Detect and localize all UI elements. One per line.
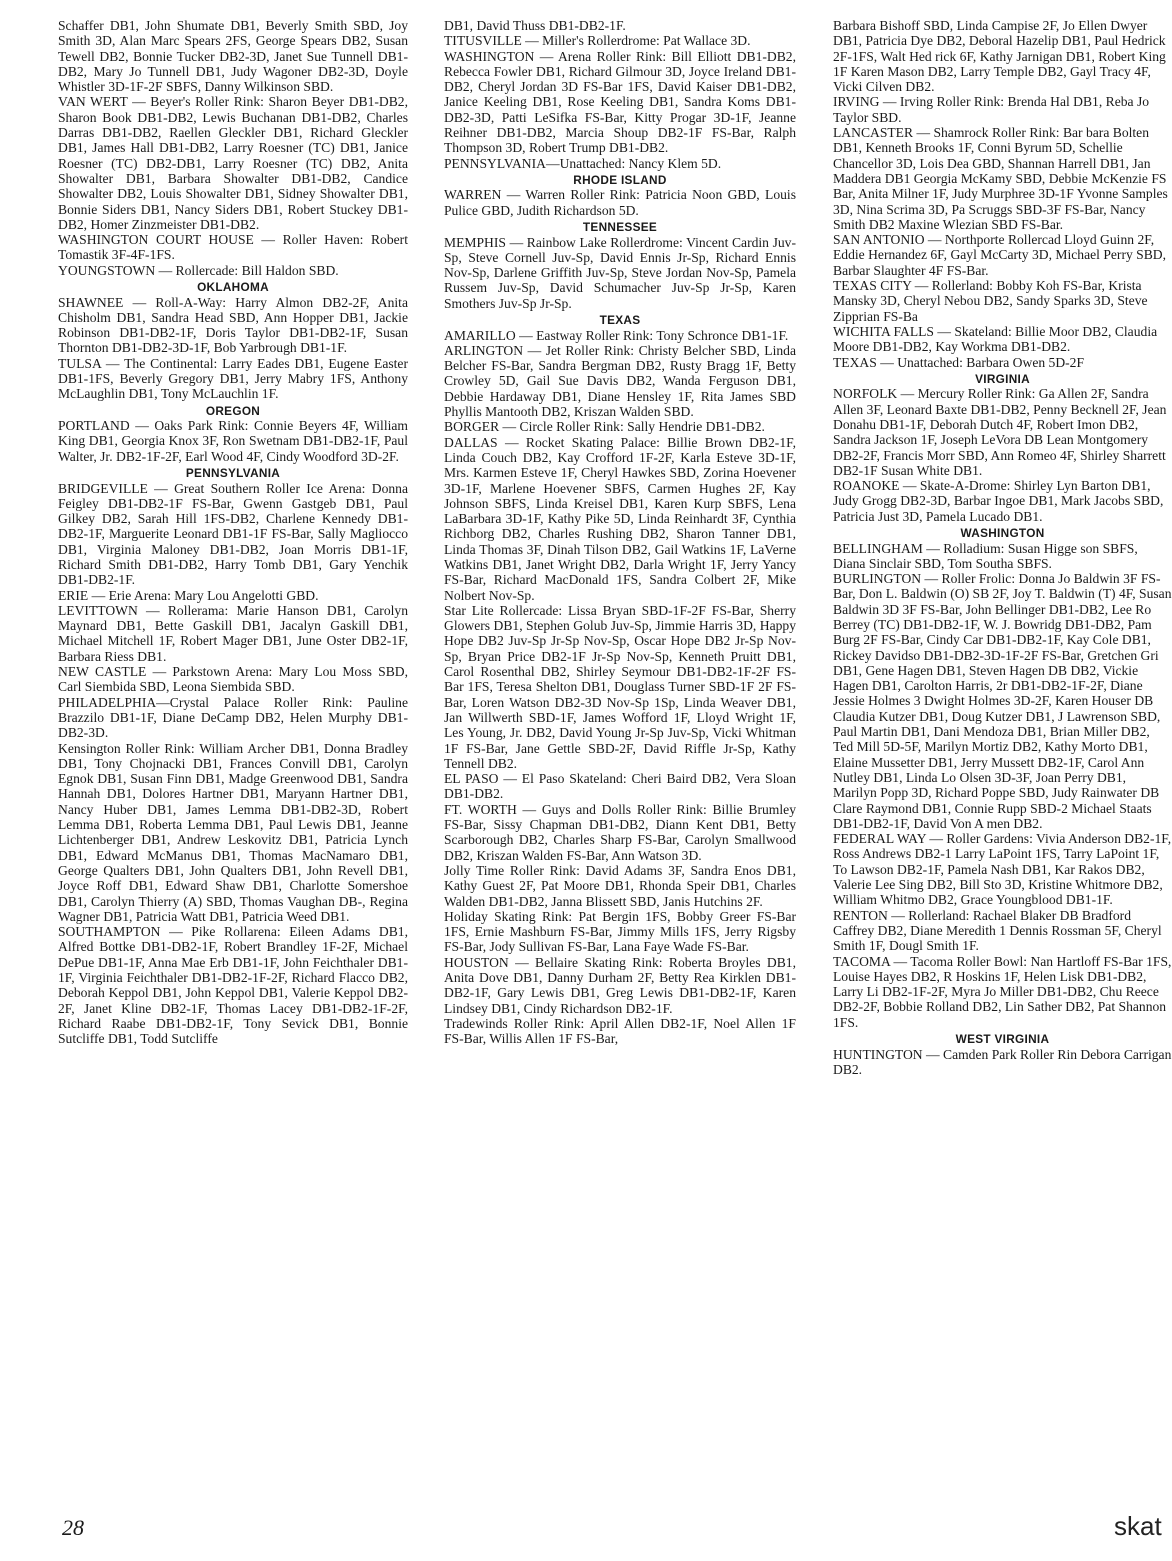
- magazine-footer: skat: [1114, 1511, 1162, 1541]
- rink-entry: SOUTHAMPTON — Pike Rollarena: Eileen Adams DB1, Alfred Bottke DB1-DB2-1F, Robert Brandley 1F-2F, Michael DePue DB1-1F, Anna Mae Erb DB1-1F, John Feichthaler DB1-1F, Virginia Feichthaler DB1-DB2-1F-2F, Richard Flacco DB2, Deborah Keppol DB1, John Keppol DB1, Valerie Keppol DB2-2F, Janet Kline DB2-1F, Thomas Lacey DB1-DB2-1F-2F, Richard Raabe DB1-DB2-1F, Tony Sevick DB1, Bonnie Sutcliffe DB1, Todd Sutcliffe: [58, 924, 408, 1047]
- rink-entry: PORTLAND — Oaks Park Rink: Connie Beyers 4F, William King DB1, Georgia Knox 3F, Ron Swetnam DB1-DB2-1F, Paul Walter, Jr. DB2-1F-2F, Earl Wood 4F, Cindy Woodford 3D-2F.: [58, 418, 408, 464]
- rink-entry: BORGER — Circle Roller Rink: Sally Hendrie DB1-DB2.: [444, 419, 765, 435]
- rink-entry: ROANOKE — Skate-A-Drome: Shirley Lyn Barton DB1, Judy Grogg DB2-3D, Barbar Ingoe DB1, Mark Jacobs SBD, Patricia Just 3D, Pamela Lucado DB1.: [833, 478, 1164, 524]
- rink-entry: DB1, David Thuss DB1-DB2-1F.: [444, 18, 626, 33]
- rink-entry: FT. WORTH — Guys and Dolls Roller Rink: Billie Brumley FS-Bar, Sissy Chapman DB1-DB2, Diann Kent DB1, Betty Scarborough DB2, Charles Sharp FS-Bar, Carolyn Smallwood DB2, Kriszan Walden FS-Bar, Ann Watson 3D.: [444, 801, 796, 863]
- state-heading: PENNSYLVANIA: [185, 466, 281, 481]
- state-heading: TEXAS: [599, 313, 641, 328]
- rink-entry: BURLINGTON — Roller Frolic: Donna Jo Baldwin 3F FS-Bar, Don L. Baldwin (O) SB 2F, Joy T. Baldwin (T) 4F, Susan Baldwin 3D 3F FS-Bar, John Bellinger DB1-DB2, Lee Ro Berrey (TC) DB1-DB2-1F, W. J. Bowridg DB1-DB2, Pam Burg 2F FS-Bar, Cindy Car DB1-DB2-1F, Kay Cole DB1, Rickey Davidso DB1-DB2-3D-1F-2F FS-Bar, Gretchen Gri DB1, Gene Hagen DB1, Steven Hagen DB DB2, Vickie Hagen DB1, Carolton Harris, 2r DB1-DB2-1F-2F, Diane Jessie Holmes 3 Dwight Holmes 3D-2F, Karen Houser DB Claudia Kutzer DB1, Doug Kutzer DB1, J Lawrenson SBD, Paul Martin DB1, Dani Mendoza DB1, Brian Miller DB2, Ted Mill 5D-5F, Marilyn Mortiz DB2, Kathy Morto DB1, Elaine Mussetter DB1, Jerry Mussett DB2-1F, Carol Ann Nutley DB1, Linda Lo Olsen 3D-3F, Joan Perry DB1, Marilyn Popp 3D, Richard Poppe SBD, Judy Rainwater DB Clare Raymond DB1, Connie Rupp SBD-2 Michael Staats DB1-DB2-1F, David Von A men DB2.: [833, 571, 1172, 831]
- column-3: [833, 18, 1172, 1488]
- rink-entry: PENNSYLVANIA—Unattached: Nancy Klem 5D.: [444, 155, 722, 171]
- rink-entry: DALLAS — Rocket Skating Palace: Billie Brown DB2-1F, Linda Couch DB2, Kay Crofford 1F-2F, Karla Esteve 3D-1F, Mrs. Karmen Esteve 1F, Cheryl Hawkes SBD, Zorina Hoevener 3D-1F, Marlene Hoevener SBFS, Carmen Hughes 2F, Kay Johnson SBFS, Linda Kreisel DB1, Karen Kurp SBFS, Lena LaBarbara 3D-1F, Kathy Pike 5D, Linda Reinhardt 3F, Cynthia Richborg DB2, Charles Rushing DB2, Sharon Tanner DB1, Linda Thomas 3F, Dinah Tilson DB2, Gail Watkins 1F, LaVerne Watkins DB1, Janet Wright DB2, Darla Wright 1F, Jerry Yancy FS-Bar, Richard MacDonald 1FS, Sandra Colbert 2F, Mike Nolbert Nov-Sp.: [444, 434, 796, 603]
- rink-entry: TITUSVILLE — Miller's Rollerdrome: Pat Wallace 3D.: [444, 33, 751, 49]
- rink-entry: Tradewinds Roller Rink: April Allen DB2-1F, Noel Allen 1F FS-Bar, Willis Allen 1F FS-Bar,: [444, 1015, 796, 1047]
- rink-entry: FEDERAL WAY — Roller Gardens: Vivia Anderson DB2-1F, Ross Andrews DB2-1 Larry LaPoint 1FS, Tarry LaPoint 1F, To Lawson DB2-1F, Pamela Nash DB1, Kar Rakos DB2, Valerie Lee Sing DB2, Bill Sto 3D, Kristine Whitmore DB2, William Whitmo DB2, Grace Youngblood DB1-1F.: [833, 831, 1172, 908]
- rink-entry: YOUNGSTOWN — Rollercade: Bill Haldon SBD.: [58, 262, 339, 278]
- state-heading: TENNESSEE: [582, 220, 658, 235]
- rink-entry: NEW CASTLE — Parkstown Arena: Mary Lou Moss SBD, Carl Siembida SBD, Leona Siembida SBD.: [58, 664, 408, 695]
- rink-entry: TULSA — The Continental: Larry Eades DB1, Eugene Easter DB1-1FS, Beverly Gregory DB1, Jerry Mabry 1FS, Anthony McLaughlin DB1, Tony McLauchlin 1F.: [58, 355, 408, 402]
- rink-entry: HOUSTON — Bellaire Skating Rink: Roberta Broyles DB1, Anita Dove DB1, Danny Durham 2F, Betty Rea Kirklen DB1-DB2-1F, Gary Lewis DB1, Greg Lewis DB1-DB2-1F, Karen Lindsey DB1, Cindy Richardson DB2-1F.: [444, 954, 796, 1016]
- rink-entry: TEXAS CITY — Rollerland: Bobby Koh FS-Bar, Krista Mansky 3D, Cheryl Nebou DB2, Sandy Sparks 3D, Steve Zipprian FS-Ba: [833, 278, 1148, 324]
- rink-entry: WASHINGTON COURT HOUSE — Roller Haven: Robert Tomastik 3F-4F-1FS.: [58, 232, 408, 263]
- rink-entry: NORFOLK — Mercury Roller Rink: Ga Allen 2F, Sandra Allen 3F, Leonard Baxte DB1-DB2, Penny Becknell 2F, Jean Donahu DB1-1F, Deborah Dutch 4F, Robert Imon DB2, Sandra Jackson 1F, Joseph LeVora DB Lean Montgomery DB2-2F, Francis Morr SBD, Ann Romeo 4F, Shirley Sharrett DB2-1F Susan White DB1.: [833, 386, 1167, 478]
- rink-entry: TACOMA — Tacoma Roller Bowl: Nan Hartloff FS-Bar 1FS, Louise Hayes DB2, R Hoskins 1F, Helen Lisk DB1-DB2, Larry Li DB2-1F-2F, Myra Jo Miller DB1-DB2, Chu Reece DB2-2F, Bobbie Rolland DB2, Lin Sather DB2, Pat Shannon 1FS.: [833, 953, 1172, 1030]
- rink-entry: Schaffer DB1, John Shumate DB1, Beverly Smith SBD, Joy Smith 3D, Alan Marc Spears 2FS, George Spears DB2, Susan Tewell DB2, Bonnie Tucker DB2-3D, Janet Sue Tunnell DB1-DB2, Mary Jo Tunnell DB1, Judy Wagoner DB2-3D, Doyle Whistler 3D-1F-2F SBFS, Danny Wilkinson SBD.: [58, 18, 408, 95]
- rink-entry: MEMPHIS — Rainbow Lake Rollerdrome: Vincent Cardin Juv-Sp, Steve Cornell Juv-Sp, David Ennis Jr-Sp, Richard Ennis Nov-Sp, Darlene Griffith Juv-Sp, Steve Jordan Nov-Sp, Pamela Russem Juv-Sp, David Schumacher Juv-Sp Jr-Sp, Karen Smothers Juv-Sp Jr-Sp.: [444, 234, 796, 311]
- rink-entry: SAN ANTONIO — Northporte Rollercad Lloyd Guinn 2F, Eddie Hernandez 6F, Gayl McCarty 3D, Michael Perry SBD, Barbar Slaughter 4F FS-Bar.: [833, 232, 1167, 278]
- column-1: [58, 18, 408, 1488]
- rink-entry: Jolly Time Roller Rink: David Adams 3F, Sandra Enos DB1, Kathy Guest 2F, Pat Moore DB1, Rhonda Speir DB1, Charles Walden DB1-DB2, Janna Blissett SBD, Janis Hutchins 2F.: [444, 862, 796, 909]
- rink-entry: VAN WERT — Beyer's Roller Rink: Sharon Beyer DB1-DB2, Sharon Book DB1-DB2, Lewis Buchanan DB1-DB2, Charles Darras DB1-DB2, Raellen Gleckler DB1, Richard Gleckler DB1, James Hall DB1-DB2, Larry Roesner (TC) DB1, Janice Roesner (TC) DB2-DB1, Larry Roesner (TC) DB2, Anita Showalter DB1, Barbara Showalter DB1-DB2, Candice Showalter DB2, Louis Showalter DB1, Sidney Showalter DB1, Bonnie Siders DB1, Nancy Siders DB1, Robert Stuckey DB1-DB2, Homer Zinzmeister DB1-DB2.: [58, 94, 408, 232]
- rink-entry: PHILADELPHIA—Crystal Palace Roller Rink: Pauline Brazzilo DB1-1F, Diane DeCamp DB2, Helen Murphy DB1-DB2-3D.: [58, 694, 408, 741]
- rink-entry: LEVITTOWN — Rollerama: Marie Hanson DB1, Carolyn Maynard DB1, Bette Gaskill DB1, Jacalyn Gaskill DB1, Michael Mitchell 1F, Robert Mager DB1, June Oster DB2-1F, Barbara Riess DB1.: [58, 602, 408, 664]
- state-heading: VIRGINIA: [975, 371, 1030, 386]
- rink-entry: ERIE — Erie Arena: Mary Lou Angelotti GBD.: [58, 587, 319, 603]
- rink-entry: LANCASTER — Shamrock Roller Rink: Bar bara Bolten DB1, Kenneth Brooks 1F, Conni Byrum 5D, Schellie Chancellor 3D, Lois Dea GBD, Shannan Harrell DB1, Jan Maddera DB1 Georgia McKamy SBD, Debbie McKenzie FS Bar, Anita Milner 1F, Judy Murphree 3D-1F Yvonne Samples 3D, Nina Scrima 3D, Pa Scruggs SBD-3F FS-Bar, Nancy Smith DB2 Maxine Wlezian SBD FS-Bar.: [833, 125, 1168, 232]
- rink-entry: RENTON — Rollerland: Rachael Blaker DB Bradford Caffrey DB2, Diane Meredith 1 Dennis Rossman 5F, Cheryl Smith 1F, Dougl Smith 1F.: [833, 907, 1162, 954]
- rink-entry: WASHINGTON — Arena Roller Rink: Bill Elliott DB1-DB2, Rebecca Fowler DB1, Richard Gilmour 3D, Joyce Ireland DB1-DB2, Cheryl Jordan 3D FS-Bar 1FS, David Kaiser DB1-DB2, Janice Keeling DB1, Rose Keeling DB1, Sandra Koms DB1-DB2-3D, Patti LeSifka FS-Bar, Kitty Progar 3D-1F, Jeanne Reihner DB1-DB2, Marcia Shoup DB2-1F FS-Bar, Ralph Thompson 3D, Robert Trump DB1-DB2.: [444, 48, 796, 156]
- rink-entry: AMARILLO — Eastway Roller Rink: Tony Schronce DB1-1F.: [444, 327, 789, 343]
- rink-entry: Holiday Skating Rink: Pat Bergin 1FS, Bobby Greer FS-Bar 1FS, Ernie Mashburn FS-Bar, Jimmy Mills 1FS, Jerry Rigsby FS-Bar, Jody Sullivan FS-Bar, Lana Faye Wade FS-Bar.: [444, 908, 796, 955]
- rink-entry: SHAWNEE — Roll-A-Way: Harry Almon DB2-2F, Anita Chisholm DB1, Sandra Head SBD, Ann Hopper DB1, Jackie Robinson DB1-DB2-1F, Doris Taylor DB1-DB2-1F, Susan Thornton DB1-DB2-3D-1F, Bob Yarbrough DB1-1F.: [58, 294, 408, 356]
- column-2: [444, 18, 796, 1488]
- rink-entry: Star Lite Rollercade: Lissa Bryan SBD-1F-2F FS-Bar, Sherry Glowers DB1, Stephen Golub Juv-Sp, Jimmie Harris 3D, Happy Hope DB2 Juv-Sp Jr-Sp Nov-Sp, Oscar Hope DB2 Jr-Sp Nov-Sp, Bryan Price DB2-1F Jr-Sp Nov-Sp, Kenneth Pruitt DB1, Carol Rosenthal DB2, Shirley Seymour DB1-DB2-1F-2F FS-Bar 1FS, Teresa Shelton DB1, Douglass Turner SBD-1F 2F FS-Bar, Loren Watson DB2-3D Nov-Sp 1Sp, Linda Weaver DB1, Jan Willwerth SBD-1F, James Wofford 1F, Lloyd Wright 1F, Les Young, Jr. DB2, David Young Jr-Sp Juv-Sp, Vicki Whitman 1F FS-Bar, Jane Gettle SBD-2F, David Riffle Jr-Sp, Kathy Tennell DB2.: [444, 602, 796, 771]
- rink-entry: Barbara Bishoff SBD, Linda Campise 2F, Jo Ellen Dwyer DB1, Patricia Dye DB2, Deboral Hazelip DB1, Paul Hedrick 2F-1FS, Walt Hed rick 6F, Kathy Jarnigan DB1, Robert King 1F Karen Mason DB2, Larry Temple DB2, Gayl Tracy 4F, Vicki Cilven DB2.: [833, 18, 1166, 95]
- rink-entry: Kensington Roller Rink: William Archer DB1, Donna Bradley DB1, Tony Chojnacki DB1, Frances Convill DB1, Carolyn Egnok DB1, Susan Finn DB1, Madge Greenwood DB1, Sandra Hannah DB1, Dolores Hartner DB1, Maryann Hartner DB1, Nancy Huber DB1, James Lemma DB1-DB2-3D, Robert Lemma DB1, Roberta Lemma DB1, Paul Lewis DB1, Jeanne Lichtenberger DB1, Andrew Leskovitz DB1, Patricia Lynch DB1, Edward McManus DB1, Thomas MacNamaro DB1, George Qualters DB1, John Qualters DB1, John Revell DB1, Joyce Roff DB1, Edward Shaw DB1, Charlotte Somershoe DB1, Carolyn Thierry (A) SBD, Thomas Vaughan DB-, Regina Wagner DB1, Patricia Watt DB1, Patricia Weed DB1.: [58, 740, 408, 924]
- rink-entry: EL PASO — El Paso Skateland: Cheri Baird DB2, Vera Sloan DB1-DB2.: [444, 771, 796, 802]
- rink-entry: IRVING — Irving Roller Rink: Brenda Hal DB1, Reba Jo Taylor SBD.: [833, 94, 1150, 125]
- state-heading: RHODE ISLAND: [573, 172, 667, 187]
- rink-entry: TEXAS — Unattached: Barbara Owen 5D-2F: [833, 354, 1085, 370]
- rink-entry: BELLINGHAM — Rolladium: Susan Higge son SBFS, Diana Sinclair SBD, Tom Southa SBFS.: [833, 540, 1138, 571]
- page-number: 28: [62, 1515, 84, 1540]
- state-heading: OREGON: [205, 403, 261, 418]
- rink-entry: ARLINGTON — Jet Roller Rink: Christy Belcher SBD, Linda Belcher FS-Bar, Sandra Bergman DB2, Rusty Bragg 1F, Betty Crowley 5D, Gail Sue Davis DB2, Wanda Ferguson DB1, Debbie Hardaway DB1, Diane Hensley 1F, Rita James SBD Phyllis Mantooth DB2, Kriszan Walden SBD.: [444, 342, 796, 420]
- rink-entry: WICHITA FALLS — Skateland: Billie Moor DB2, Claudia Moore DB1-DB2, Kay Workma DB1-DB2.: [833, 323, 1158, 355]
- state-heading: OKLAHOMA: [197, 280, 269, 295]
- rink-entry: BRIDGEVILLE — Great Southern Roller Ice Arena: Donna Feigley DB1-DB2-1F FS-Bar, Gwenn Gastgeb DB1, Paul Gilkey DB2, Sarah Hill 1FS-DB2, Charlene Kennedy DB1-DB2-1F, Marguerite Leonard DB1-1F FS-Bar, Sally Magliocco DB1, Virginia Maloney DB1-DB2, Joan Morris DB1-1F, Richard Smith DB1-DB2, Harry Tomb DB1, Gary Yenchik DB1-DB2-1F.: [58, 480, 408, 588]
- rink-entry: WARREN — Warren Roller Rink: Patricia Noon GBD, Louis Pulice GBD, Judith Richardson 5D.: [444, 187, 796, 218]
- state-heading: WASHINGTON: [960, 526, 1045, 540]
- rink-entry: HUNTINGTON — Camden Park Roller Rin Debora Carrigan DB2.: [833, 1046, 1172, 1077]
- state-heading: WEST VIRGINIA: [955, 1032, 1050, 1046]
